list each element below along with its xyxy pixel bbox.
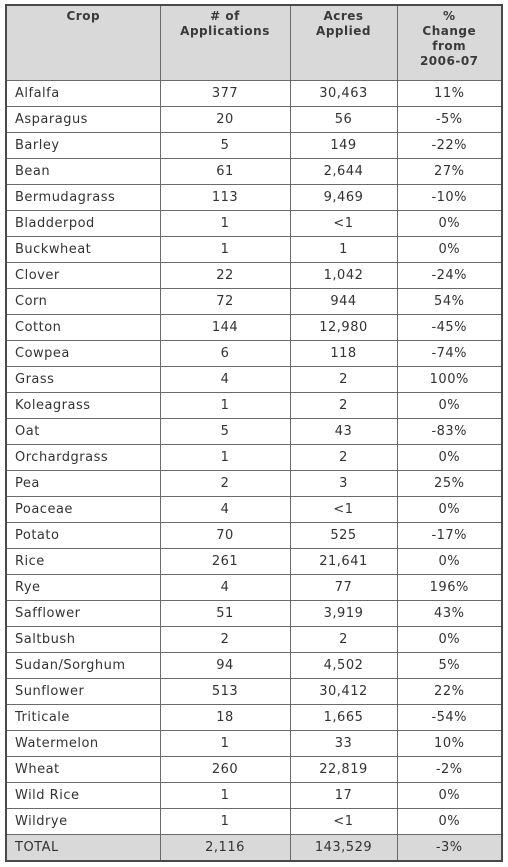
applications-cell: 1: [160, 211, 290, 237]
table-row: [6, 107, 502, 133]
crop-cell: Grass: [6, 367, 160, 393]
acres-cell: 9,469: [290, 185, 397, 211]
percent-change-cell: 0%: [397, 627, 502, 653]
crop-cell: Wheat: [6, 757, 160, 783]
crop-cell: Triticale: [6, 705, 160, 731]
acres-cell: <1: [290, 211, 397, 237]
acres-cell: 2: [290, 393, 397, 419]
acres-cell: 2: [290, 627, 397, 653]
crop-cell: Sunflower: [6, 679, 160, 705]
table-row: [6, 679, 502, 705]
table-row: [6, 367, 502, 393]
percent-change-cell: 27%: [397, 159, 502, 185]
crop-cell: Rice: [6, 549, 160, 575]
crop-cell: Asparagus: [6, 107, 160, 133]
applications-cell: 261: [160, 549, 290, 575]
percent-change-cell: -74%: [397, 341, 502, 367]
acres-cell: 3: [290, 471, 397, 497]
header-crop: [6, 5, 160, 81]
table-row: [6, 393, 502, 419]
applications-cell: 260: [160, 757, 290, 783]
percent-change-cell: 54%: [397, 289, 502, 315]
applications-cell: 72: [160, 289, 290, 315]
crop-cell: Bean: [6, 159, 160, 185]
acres-cell: 2,644: [290, 159, 397, 185]
acres-cell: <1: [290, 497, 397, 523]
crop-table-container: [5, 4, 501, 862]
applications-cell: 70: [160, 523, 290, 549]
crop-cell: Pea: [6, 471, 160, 497]
crop-cell: Safflower: [6, 601, 160, 627]
applications-cell: 1: [160, 393, 290, 419]
percent-change-cell: 0%: [397, 783, 502, 809]
table-row: [6, 809, 502, 835]
acres-cell: 118: [290, 341, 397, 367]
acres-cell: 33: [290, 731, 397, 757]
crop-cell: Potato: [6, 523, 160, 549]
applications-cell: 18: [160, 705, 290, 731]
table-row: [6, 757, 502, 783]
acres-cell: 21,641: [290, 549, 397, 575]
applications-cell: 1: [160, 809, 290, 835]
total-acres-cell: 143,529: [290, 835, 397, 862]
acres-cell: 3,919: [290, 601, 397, 627]
applications-cell: 4: [160, 497, 290, 523]
acres-cell: 2: [290, 367, 397, 393]
percent-change-cell: 196%: [397, 575, 502, 601]
crop-cell: Bermudagrass: [6, 185, 160, 211]
applications-cell: 4: [160, 367, 290, 393]
percent-change-cell: 22%: [397, 679, 502, 705]
applications-cell: 4: [160, 575, 290, 601]
crop-cell: Poaceae: [6, 497, 160, 523]
acres-cell: 12,980: [290, 315, 397, 341]
crop-cell: Cowpea: [6, 341, 160, 367]
table-row: [6, 549, 502, 575]
applications-cell: 144: [160, 315, 290, 341]
acres-cell: 30,463: [290, 81, 397, 107]
applications-cell: 5: [160, 133, 290, 159]
applications-cell: 1: [160, 731, 290, 757]
table-row: [6, 133, 502, 159]
percent-change-cell: 0%: [397, 211, 502, 237]
acres-cell: 77: [290, 575, 397, 601]
table-row: [6, 315, 502, 341]
applications-cell: 377: [160, 81, 290, 107]
percent-change-cell: 10%: [397, 731, 502, 757]
crop-cell: Clover: [6, 263, 160, 289]
acres-cell: 1,042: [290, 263, 397, 289]
percent-change-cell: 0%: [397, 237, 502, 263]
table-row: [6, 211, 502, 237]
table-row: [6, 783, 502, 809]
percent-change-cell: 0%: [397, 497, 502, 523]
table-row: [6, 731, 502, 757]
table-row: [6, 289, 502, 315]
acres-cell: 149: [290, 133, 397, 159]
table-row: [6, 601, 502, 627]
header-row: [6, 5, 502, 81]
applications-cell: 513: [160, 679, 290, 705]
table-row: [6, 445, 502, 471]
acres-cell: 30,412: [290, 679, 397, 705]
acres-cell: 944: [290, 289, 397, 315]
crop-cell: Koleagrass: [6, 393, 160, 419]
crop-cell: Alfalfa: [6, 81, 160, 107]
percent-change-cell: 0%: [397, 393, 502, 419]
acres-cell: 4,502: [290, 653, 397, 679]
acres-cell: 56: [290, 107, 397, 133]
header-percent-change: [397, 5, 502, 81]
crop-cell: Oat: [6, 419, 160, 445]
table-body: [6, 81, 502, 862]
table-row: [6, 263, 502, 289]
percent-change-cell: -22%: [397, 133, 502, 159]
percent-change-cell: -83%: [397, 419, 502, 445]
percent-change-cell: 11%: [397, 81, 502, 107]
percent-change-cell: -5%: [397, 107, 502, 133]
crop-cell: Orchardgrass: [6, 445, 160, 471]
crop-cell: Buckwheat: [6, 237, 160, 263]
acres-cell: 43: [290, 419, 397, 445]
total-crop-cell: TOTAL: [6, 835, 160, 862]
header-line: Acres: [323, 9, 364, 23]
crop-cell: Barley: [6, 133, 160, 159]
total-row: [6, 835, 502, 862]
header-line: Applied: [316, 24, 371, 38]
table-header: [6, 5, 502, 81]
header-line: from: [432, 39, 467, 53]
applications-cell: 2: [160, 471, 290, 497]
applications-cell: 61: [160, 159, 290, 185]
percent-change-cell: -17%: [397, 523, 502, 549]
table-row: [6, 627, 502, 653]
table-row: [6, 81, 502, 107]
header-applications: [160, 5, 290, 81]
header-line: %: [442, 9, 456, 23]
percent-change-cell: -2%: [397, 757, 502, 783]
total-percent-change-cell: -3%: [397, 835, 502, 862]
applications-cell: 94: [160, 653, 290, 679]
crop-cell: Cotton: [6, 315, 160, 341]
table-row: [6, 419, 502, 445]
percent-change-cell: -10%: [397, 185, 502, 211]
table-row: [6, 497, 502, 523]
applications-cell: 113: [160, 185, 290, 211]
applications-cell: 1: [160, 783, 290, 809]
table-row: [6, 575, 502, 601]
acres-cell: 17: [290, 783, 397, 809]
percent-change-cell: -24%: [397, 263, 502, 289]
crop-cell: Sudan/Sorghum: [6, 653, 160, 679]
applications-cell: 20: [160, 107, 290, 133]
percent-change-cell: 0%: [397, 809, 502, 835]
table-row: [6, 653, 502, 679]
crop-cell: Saltbush: [6, 627, 160, 653]
acres-cell: 2: [290, 445, 397, 471]
acres-cell: 22,819: [290, 757, 397, 783]
crop-cell: Bladderpod: [6, 211, 160, 237]
applications-cell: 1: [160, 237, 290, 263]
percent-change-cell: -54%: [397, 705, 502, 731]
percent-change-cell: 100%: [397, 367, 502, 393]
table-row: [6, 471, 502, 497]
header-line: Applications: [180, 24, 270, 38]
percent-change-cell: 0%: [397, 549, 502, 575]
crop-cell: Watermelon: [6, 731, 160, 757]
applications-cell: 1: [160, 445, 290, 471]
crop-cell: Corn: [6, 289, 160, 315]
acres-cell: 1,665: [290, 705, 397, 731]
header-acres-applied: [290, 5, 397, 81]
percent-change-cell: -45%: [397, 315, 502, 341]
table-row: [6, 523, 502, 549]
header-line: Crop: [66, 9, 101, 23]
percent-change-cell: 5%: [397, 653, 502, 679]
applications-cell: 5: [160, 419, 290, 445]
percent-change-cell: 43%: [397, 601, 502, 627]
acres-cell: <1: [290, 809, 397, 835]
table-row: [6, 237, 502, 263]
table-row: [6, 705, 502, 731]
header-line: # of: [210, 9, 240, 23]
applications-cell: 6: [160, 341, 290, 367]
acres-cell: 525: [290, 523, 397, 549]
table-row: [6, 185, 502, 211]
applications-cell: 22: [160, 263, 290, 289]
header-line: Change: [422, 24, 477, 38]
percent-change-cell: 25%: [397, 471, 502, 497]
table-row: [6, 159, 502, 185]
acres-cell: 1: [290, 237, 397, 263]
applications-cell: 2: [160, 627, 290, 653]
crop-applications-table: [5, 4, 503, 862]
header-line: 2006-07: [419, 54, 479, 68]
percent-change-cell: 0%: [397, 445, 502, 471]
applications-cell: 51: [160, 601, 290, 627]
table-row: [6, 341, 502, 367]
crop-cell: Rye: [6, 575, 160, 601]
crop-cell: Wildrye: [6, 809, 160, 835]
total-applications-cell: 2,116: [160, 835, 290, 862]
crop-cell: Wild Rice: [6, 783, 160, 809]
